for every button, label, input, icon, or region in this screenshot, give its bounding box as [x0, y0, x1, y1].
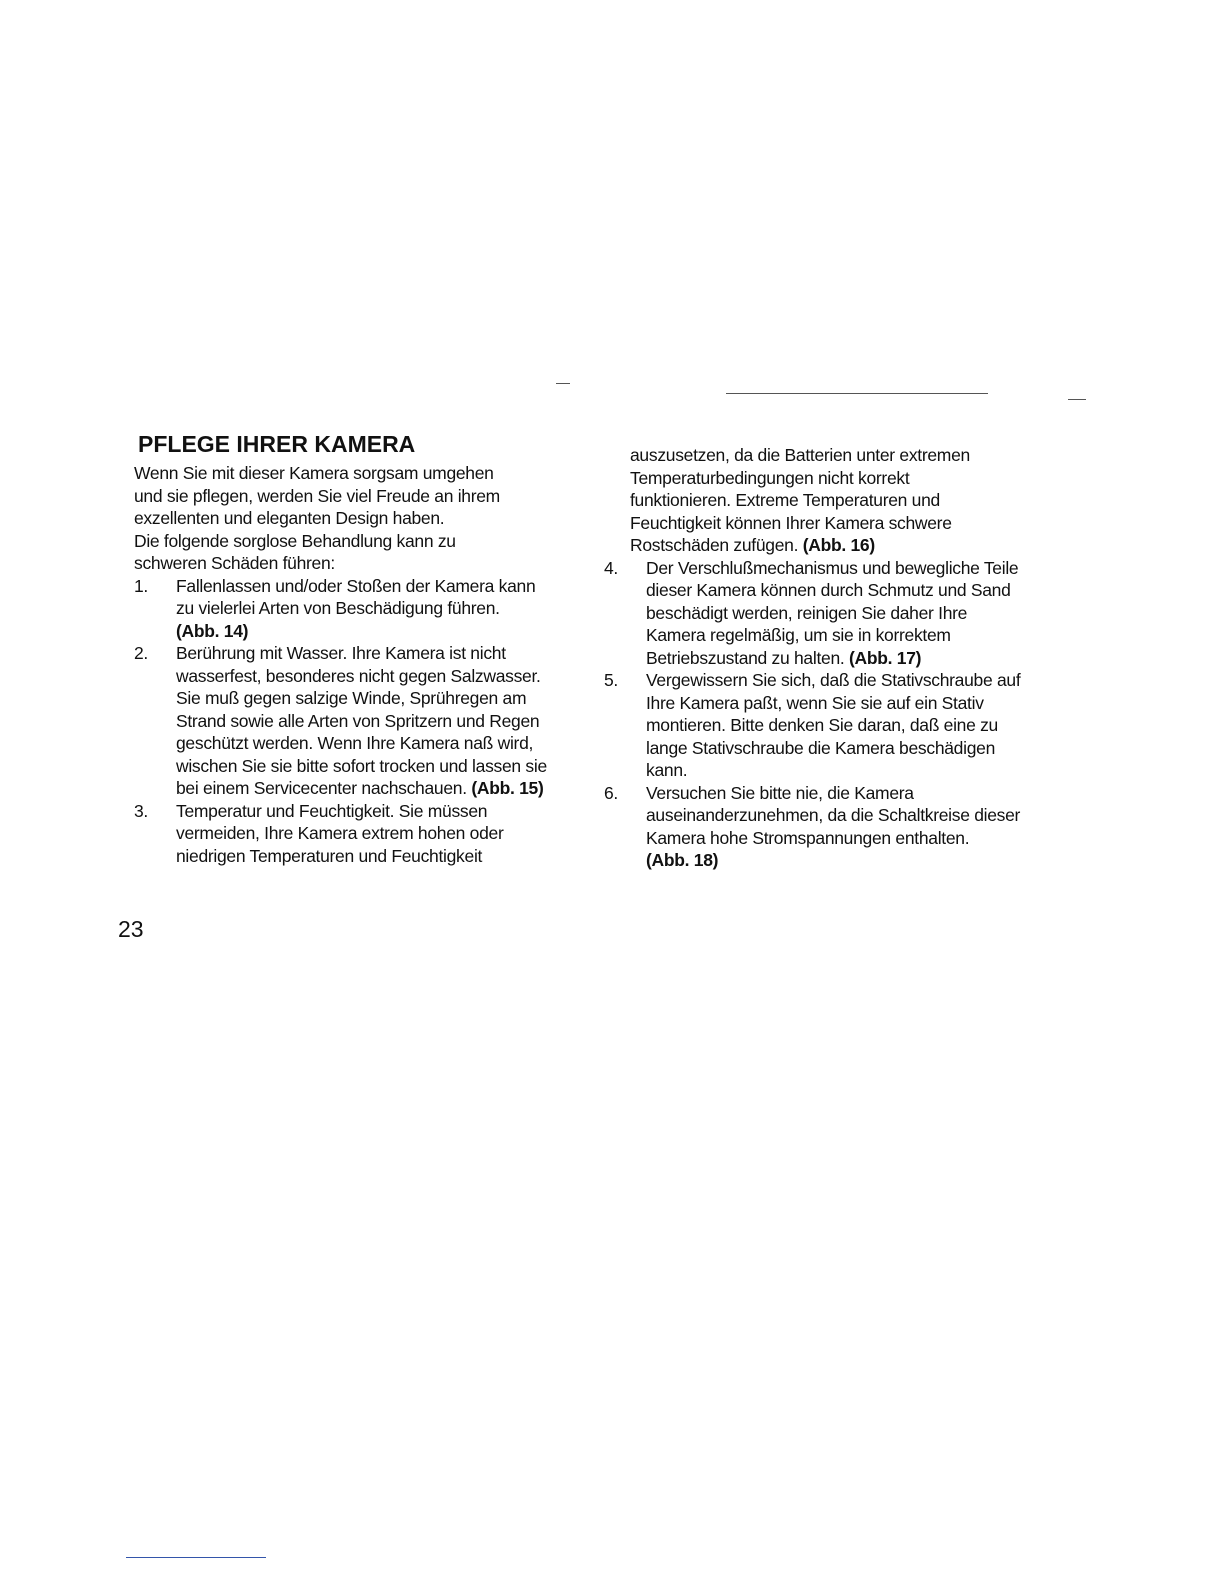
- scan-mark: [726, 393, 988, 394]
- item-number: 6.: [604, 782, 618, 803]
- text-line: Temperatur und Feuchtigkeit. Sie müssen: [176, 800, 488, 821]
- text-line: exzellenten und eleganten Design haben.: [134, 508, 445, 528]
- figure-reference: (Abb. 16): [802, 535, 875, 555]
- text-line: geschützt werden. Wenn Ihre Kamera naß wird,: [176, 733, 534, 753]
- text-line: auszusetzen, da die Batterien unter extremen: [630, 445, 970, 465]
- text-line: dieser Kamera können durch Schmutz und Sand: [646, 580, 1011, 600]
- text-line: Vergewissern Sie sich, daß die Stativschraube auf: [646, 670, 1021, 690]
- right-column: [604, 444, 1044, 872]
- text-line: Berührung mit Wasser. Ihre Kamera ist nicht: [176, 643, 506, 663]
- scan-mark: [1068, 399, 1086, 400]
- text-line: funktionieren. Extreme Temperaturen und: [630, 490, 940, 510]
- text-line: zu vielerlei Arten von Beschädigung führen.: [176, 598, 500, 618]
- text-line: Kamera regelmäßig, um sie in korrektem: [646, 625, 951, 645]
- text-line: Ihre Kamera paßt, wenn Sie sie auf ein Stativ: [646, 692, 984, 713]
- text-line: Kamera hohe Stromspannungen enthalten.: [646, 827, 970, 848]
- list-item: [134, 575, 564, 643]
- text-line: Feuchtigkeit können Ihrer Kamera schwere: [630, 512, 952, 533]
- text-line: vermeiden, Ihre Kamera extrem hohen oder: [176, 823, 504, 843]
- text-line: beschädigt werden, reinigen Sie daher Ihre: [646, 602, 968, 623]
- text-line: Fallenlassen und/oder Stoßen der Kamera kann: [176, 575, 536, 596]
- text-line: Strand sowie alle Arten von Spritzern und Regen: [176, 710, 540, 731]
- text-line: Betriebszustand zu halten.: [646, 647, 845, 668]
- list-item: [134, 800, 564, 868]
- text-line: Der Verschlußmechanismus und bewegliche Teile: [646, 557, 1019, 578]
- text-line: schweren Schäden führen:: [134, 553, 335, 573]
- figure-reference: (Abb. 15): [471, 778, 544, 798]
- item-continuation: [604, 444, 1044, 557]
- text-line: auseinanderzunehmen, da die Schaltkreise dieser: [646, 805, 1021, 825]
- text-line: bei einem Servicecenter nachschauen.: [176, 778, 467, 798]
- left-column: [134, 428, 564, 867]
- scan-mark: [556, 383, 570, 384]
- text-line: Sie muß gegen salzige Winde, Sprühregen am: [176, 688, 527, 708]
- page-number: 23: [118, 916, 144, 942]
- item-number: 3.: [134, 800, 148, 821]
- figure-reference: (Abb. 17): [849, 647, 922, 668]
- item-number: 5.: [604, 670, 618, 690]
- figure-reference: (Abb. 18): [646, 850, 719, 870]
- text-line: niedrigen Temperaturen und Feuchtigkeit: [176, 845, 483, 866]
- text-line: Temperaturbedingungen nicht korrekt: [630, 467, 910, 488]
- list-item: [604, 669, 1044, 782]
- list-item: [604, 782, 1044, 872]
- list-item: [134, 642, 564, 800]
- text-line: Die folgende sorglose Behandlung kann zu: [134, 530, 456, 551]
- item-number: 2.: [134, 643, 148, 663]
- text-line: Wenn Sie mit dieser Kamera sorgsam umgehen: [134, 463, 494, 483]
- text-line: lange Stativschraube die Kamera beschädigen: [646, 737, 996, 758]
- text-line: Rostschäden zufügen.: [630, 535, 799, 555]
- intro-paragraph: [134, 462, 564, 575]
- page-title: PFLEGE IHRER KAMERA: [138, 431, 416, 457]
- item-number: 4.: [604, 557, 618, 578]
- text-line: kann.: [646, 760, 688, 780]
- figure-reference: (Abb. 14): [176, 620, 249, 641]
- list-item: [604, 557, 1044, 670]
- text-line: Versuchen Sie bitte nie, die Kamera: [646, 782, 914, 803]
- text-line: montieren. Bitte denken Sie daran, daß eine zu: [646, 715, 998, 735]
- item-number: 1.: [134, 575, 148, 596]
- text-line: wischen Sie sie bitte sofort trocken und lassen sie: [176, 755, 547, 776]
- bottom-rule: [126, 1557, 266, 1558]
- text-line: wasserfest, besonderes nicht gegen Salzwasser.: [176, 665, 541, 686]
- text-line: und sie pflegen, werden Sie viel Freude an ihrem: [134, 485, 500, 506]
